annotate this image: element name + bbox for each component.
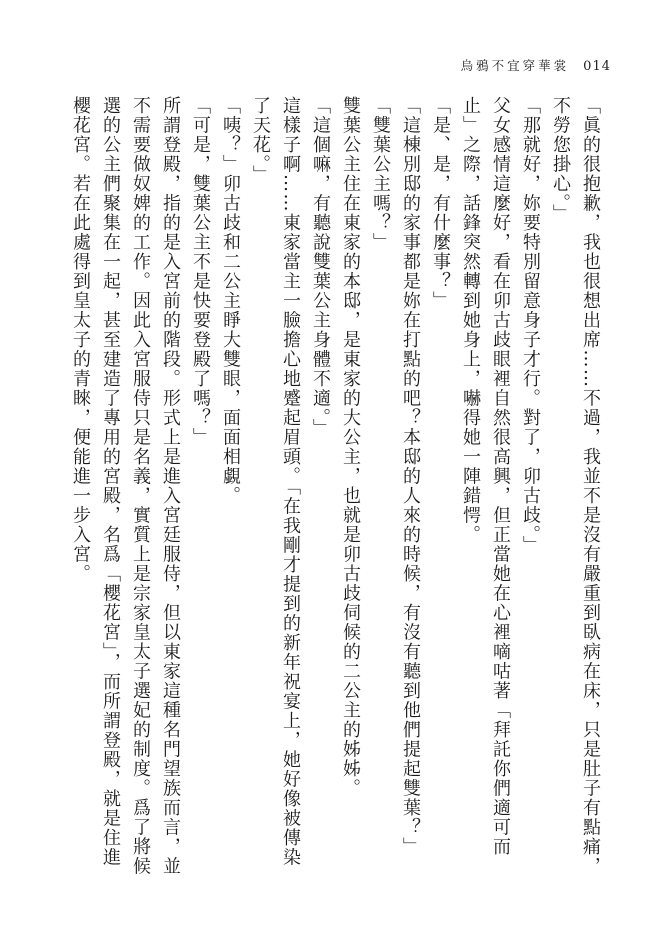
book-title: 烏鴉不宜穿華裳	[460, 58, 570, 73]
paragraph: 「這個嘛，有聽說雙葉公主身體不適。」	[310, 96, 331, 438]
paragraph: 「那就好，妳要特別留意身子才行。對了，卯古歧。」	[520, 96, 541, 555]
vertical-text-body	[45, 96, 605, 886]
paragraph: 「雙葉公主嗎？」	[370, 96, 391, 252]
paragraph: 父女感情這麼好，看在卯古歧眼裡自然很高興，但正當她在心裡嘀咕著「拜託你們適可而止」之際，話鋒突然轉到她身上，嚇得她一陣錯愕。	[460, 96, 511, 857]
page-number: 014	[583, 59, 611, 74]
paragraph: 雙葉公主住在東家的本邸，是東家的大公主，也就是卯古歧伺候的二公主的姊姊。	[340, 96, 361, 798]
paragraph: 「可是，雙葉公主不是快要登殿了嗎？」	[190, 96, 211, 447]
paragraph: 「咦？」卯古歧和二公主睜大雙眼，面面相覷。	[220, 96, 241, 506]
paragraph: 「是、是，有什麼事？」	[430, 96, 451, 311]
running-header	[461, 56, 611, 74]
paragraph: 「這棟別邸的家事都是妳在打點的吧？本邸的人來的時候，有沒有聽到他們提起雙葉？」	[400, 96, 421, 857]
paragraph: 這樣子啊……東家當主一臉擔心地蹙起眉頭。「在我剛才提到的新年祝宴上，她好像被傳染了天花。」	[250, 96, 301, 867]
paragraph: 所謂登殿，指的是入宮前的階段。形式上是進入宮廷服侍，但以東家這種名門望族而言，並不需要做奴婢的工作。因此入宮服侍只是名義，實質上是宗家皇太子選妃的制度。爲了將候選的公主們聚集在一起，甚至建造了專用的宮殿，名爲「櫻花宮」，而所謂登殿，就是住進櫻花宮。若在此處得到皇太子的青睞，便能進一步入宮。	[70, 96, 181, 876]
paragraph: 「眞的很抱歉，我也很想出席……不過，我並不是沒有嚴重到臥病在床，只是肚子有點痛，不勞您掛心。」	[550, 96, 601, 876]
